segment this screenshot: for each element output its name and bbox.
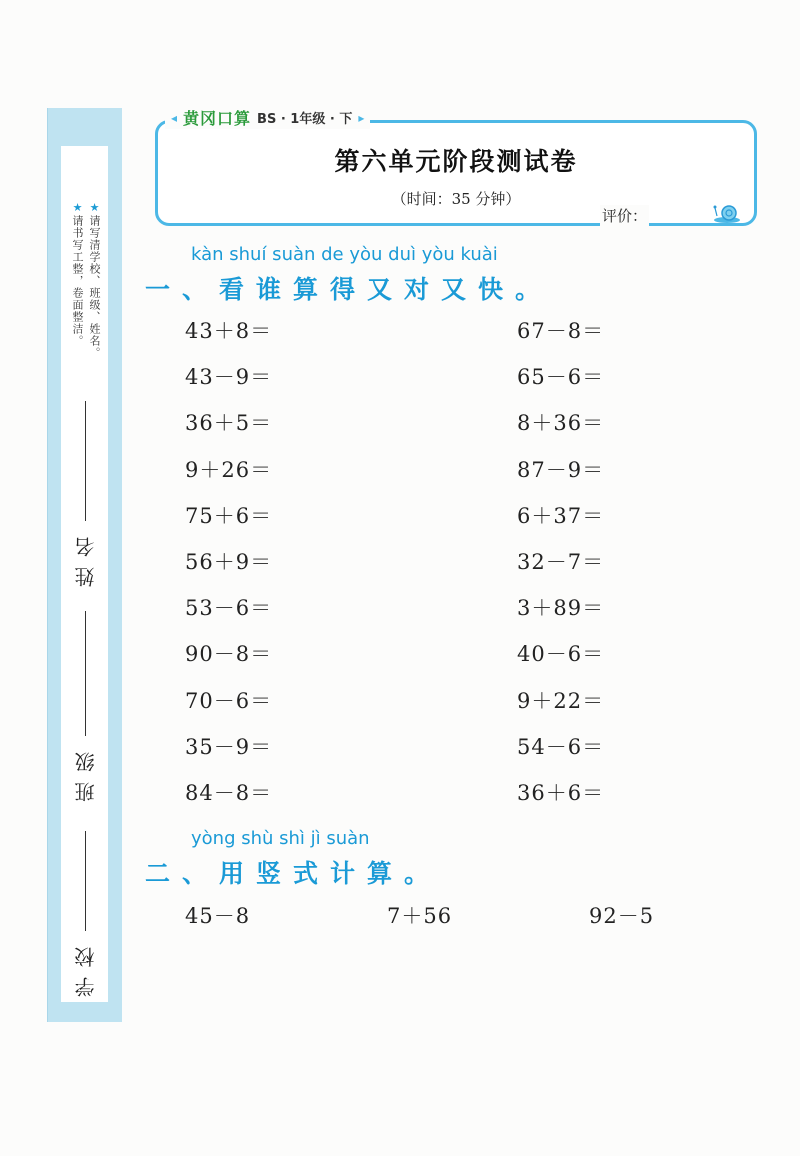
notice-line-1: 请写清学校、班级、姓名。 [88, 215, 101, 359]
problem: 54－6＝ [517, 734, 605, 759]
section1-title: 一、看谁算得又对又快。 [145, 275, 553, 304]
section2-title: 二、用竖式计算。 [145, 859, 442, 888]
edition-label: BS · 1年级 · 下 [257, 112, 353, 127]
name-field-label: 姓名 [73, 527, 98, 587]
problem: 36＋6＝ [517, 780, 605, 805]
problem: 53－6＝ [185, 596, 273, 621]
vertical-problem: 45－8 [185, 904, 251, 928]
section1-pinyin: kàn shuí suàn de yòu duì yòu kuài [191, 244, 498, 265]
star-icon: ★ [71, 201, 84, 215]
vertical-problem: 92－5 [589, 904, 655, 928]
binding-sidebar [47, 108, 122, 1022]
class-field-line[interactable] [85, 611, 86, 736]
problem: 87－9＝ [517, 457, 605, 482]
problem: 40－6＝ [517, 642, 605, 667]
vertical-problem: 7＋56 [387, 904, 453, 928]
star-icon: ★ [88, 201, 101, 215]
name-field-line[interactable] [85, 401, 86, 521]
problem: 65－6＝ [517, 365, 605, 390]
problem: 90－8＝ [185, 642, 273, 667]
problem: 3＋89＝ [517, 596, 605, 621]
school-field[interactable] [67, 831, 103, 997]
school-field-label: 学校 [73, 937, 98, 997]
time-limit: （时间：35 分钟） [391, 190, 521, 208]
problem: 36＋5＝ [185, 411, 273, 436]
problem: 32－7＝ [517, 549, 605, 574]
vertical-calc-row [185, 900, 685, 930]
brand-bar [165, 106, 370, 129]
notice-line-2: 请书写工整，卷面整洁。 [71, 215, 84, 347]
problem: 9＋22＝ [517, 688, 605, 713]
problem: 43－9＝ [185, 365, 273, 390]
problem: 6＋37＝ [517, 503, 605, 528]
problem: 70－6＝ [185, 688, 273, 713]
problem: 8＋36＝ [517, 411, 605, 436]
score-label: 评价： [602, 207, 648, 225]
problem: 43＋8＝ [185, 319, 273, 343]
problem: 9＋26＝ [185, 457, 273, 482]
section2-pinyin: yòng shù shì jì suàn [191, 828, 370, 849]
oral-problems-grid [185, 316, 705, 824]
school-field-line[interactable] [85, 831, 86, 931]
snail-icon [712, 202, 742, 224]
arrow-right-icon: ▸ [358, 110, 365, 125]
class-field[interactable] [67, 611, 103, 802]
brand-logo: 黄冈口算 [183, 109, 252, 128]
problem: 75＋6＝ [185, 503, 273, 528]
problem: 67－8＝ [517, 319, 605, 343]
fill-in-notice [71, 201, 101, 359]
class-field-label: 班级 [73, 742, 98, 802]
arrow-left-icon: ◂ [171, 110, 178, 125]
student-info-panel [61, 146, 108, 1002]
page-title: 第六单元阶段测试卷 [334, 147, 578, 176]
problem: 35－9＝ [185, 734, 273, 759]
problem: 56＋9＝ [185, 549, 273, 574]
name-field[interactable] [67, 401, 103, 587]
problem: 84－8＝ [185, 780, 273, 805]
